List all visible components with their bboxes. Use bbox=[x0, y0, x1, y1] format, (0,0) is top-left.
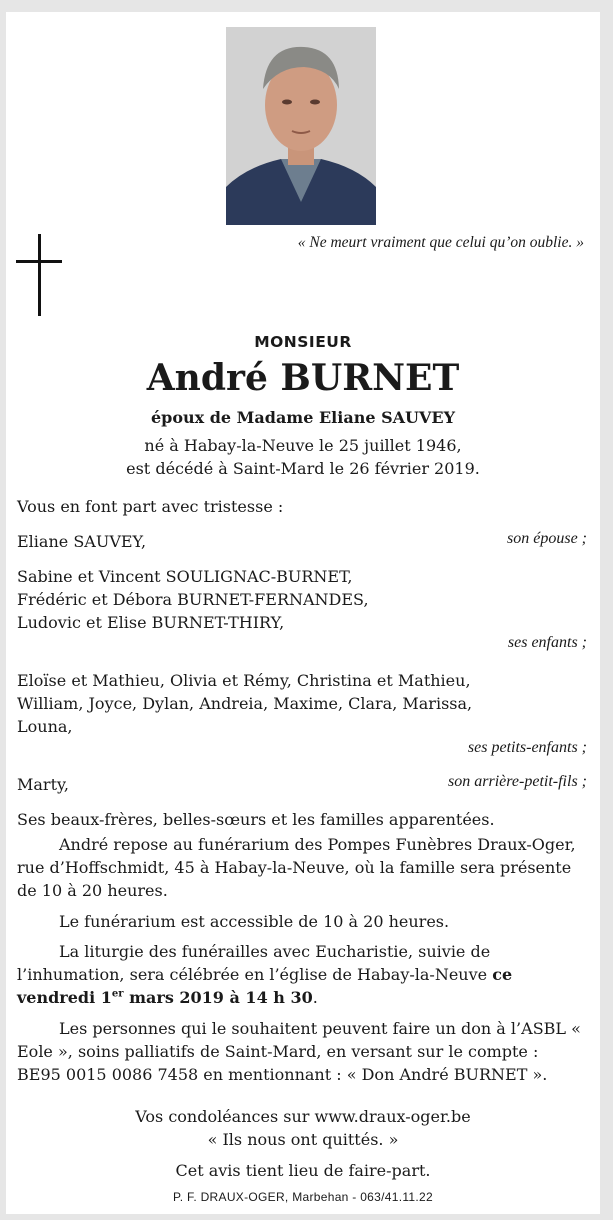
epitaph-quote: « Ne meurt vraiment que celui qu’on oublie. » bbox=[297, 234, 584, 251]
list-item: Ludovic et Elise BURNET-THIRY, bbox=[17, 613, 285, 632]
funeral-home-footer: P. F. DRAUX-OGER, Marbehan - 063/41.11.22 bbox=[173, 1190, 433, 1204]
portrait-photo bbox=[226, 27, 376, 225]
grandchildren-list bbox=[17, 669, 587, 738]
ceremony-date: ce vendredi 1er mars 2019 à 14 h 30 bbox=[17, 965, 513, 1007]
cross-icon bbox=[16, 234, 62, 316]
donation-paragraph: Les personnes qui le souhaitent peuvent faire un don à l’ASBL « Eole », soins palliatifs de Saint-Mard, en versant sur le compte : BE95 0015 0086 7458 en mentionnant : « Don André BURNET ». bbox=[17, 1019, 581, 1084]
honorific: MONSIEUR bbox=[254, 333, 352, 351]
closing-block bbox=[6, 1105, 600, 1182]
obituary-card bbox=[6, 12, 600, 1214]
spouse-role: son épouse ; bbox=[507, 530, 587, 547]
children-role: ses enfants ; bbox=[507, 634, 587, 651]
announcement: Vous en font part avec tristesse : bbox=[17, 497, 284, 516]
birth-death-lines bbox=[6, 434, 600, 480]
condolences-line: Vos condoléances sur www.draux-oger.be bbox=[135, 1107, 471, 1126]
death-line: est décédé à Saint-Mard le 26 février 2019. bbox=[126, 459, 480, 478]
deceased-name: André BURNET bbox=[146, 357, 460, 399]
access-paragraph: Le funérarium est accessible de 10 à 20 heures. bbox=[59, 912, 450, 931]
great-grandchild-name: Marty, bbox=[17, 775, 69, 794]
grandchildren-role: ses petits-enfants ; bbox=[467, 739, 587, 756]
birth-line: né à Habay-la-Neuve le 25 juillet 1946, bbox=[144, 436, 462, 455]
spouse-line: époux de Madame Eliane SAUVEY bbox=[150, 408, 456, 427]
list-item: Louna, bbox=[17, 717, 73, 736]
funerarium-paragraph: André repose au funérarium des Pompes Funèbres Draux-Oger, rue d’Hoffschmidt, 45 à Habay-la-Neuve, où la famille sera présente de 10 à 20 heures. bbox=[17, 835, 576, 900]
list-item: Eloïse et Mathieu, Olivia et Rémy, Christina et Mathieu, bbox=[17, 671, 471, 690]
spouse-name: Eliane SAUVEY, bbox=[17, 532, 147, 551]
list-item: Frédéric et Débora BURNET-FERNANDES, bbox=[17, 590, 369, 609]
closing-quote: « Ils nous ont quittés. » bbox=[207, 1130, 399, 1149]
in-laws-line: Ses beaux-frères, belles-sœurs et les familles apparentées. bbox=[17, 810, 495, 829]
notice-line: Cet avis tient lieu de faire-part. bbox=[175, 1161, 431, 1180]
list-item: William, Joyce, Dylan, Andreia, Maxime, Clara, Marissa, bbox=[17, 694, 473, 713]
list-item: Sabine et Vincent SOULIGNAC-BURNET, bbox=[17, 567, 353, 586]
great-grandchild-role: son arrière-petit-fils ; bbox=[448, 773, 587, 790]
liturgy-text: La liturgie des funérailles avec Eucharistie, suivie de l’inhumation, sera célébrée en l’église de Habay-la-Neuve bbox=[17, 942, 491, 984]
children-list bbox=[17, 565, 587, 634]
liturgy-paragraph: La liturgie des funérailles avec Eucharistie, suivie de l’inhumation, sera célébrée en l’église de Habay-la-Neuve ce vendredi 1er mars 2019 à 14 h 30. bbox=[17, 942, 513, 1007]
